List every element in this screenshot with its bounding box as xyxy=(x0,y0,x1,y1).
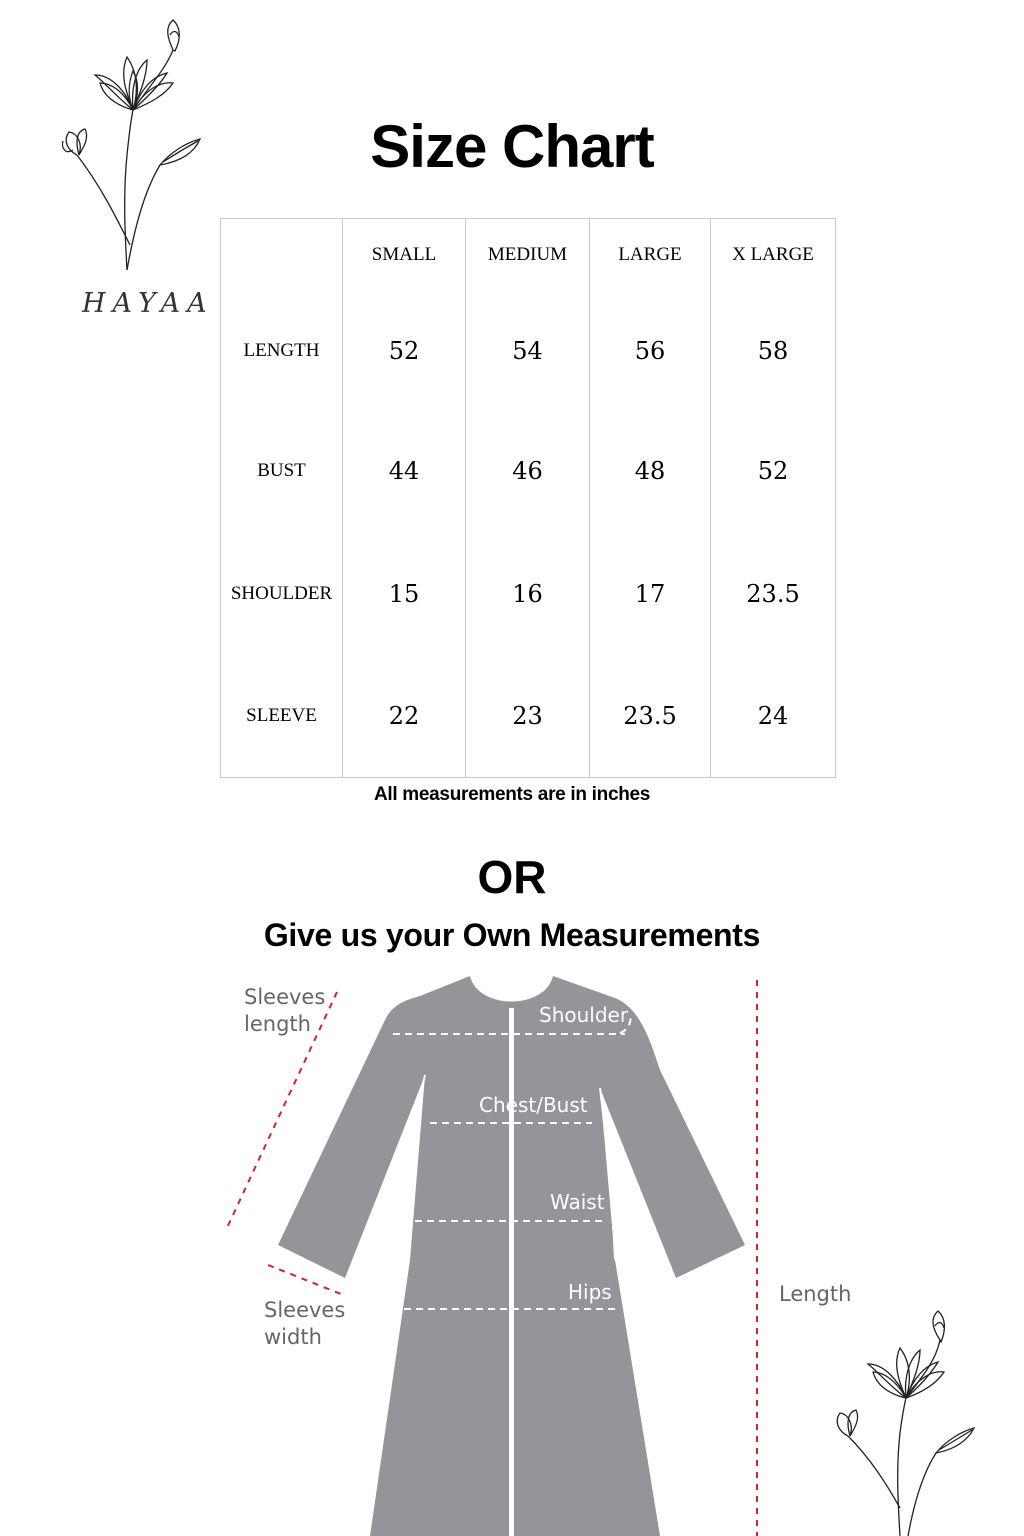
table-cell: 56 xyxy=(590,291,711,411)
shoulder-label: Shoulder xyxy=(539,1003,629,1027)
table-cell: 46 xyxy=(466,411,590,531)
front-opening-line xyxy=(509,1008,514,1536)
sleeves-width-label-line2: width xyxy=(264,1325,322,1349)
table-row xyxy=(221,411,836,531)
table-cell: 17 xyxy=(590,531,711,656)
row-label: SHOULDER xyxy=(221,531,343,656)
chest-bust-label: Chest/Bust xyxy=(479,1093,588,1117)
table-cell: 23 xyxy=(466,656,590,777)
sleeves-width-label-line1: Sleeves xyxy=(264,1298,346,1322)
sleeves-width-label xyxy=(264,1297,345,1351)
table-row xyxy=(221,656,836,777)
or-divider-text: OR xyxy=(477,851,547,903)
table-cell: 52 xyxy=(711,411,836,531)
table-cell: 58 xyxy=(711,291,836,411)
table-cell: 54 xyxy=(466,291,590,411)
page-title: Size Chart xyxy=(370,113,654,180)
column-header: X LARGE xyxy=(711,219,836,292)
brand-logo: HAYAA xyxy=(82,288,214,319)
table-row xyxy=(221,291,836,411)
sleeves-length-label-line1: Sleeves xyxy=(244,985,326,1009)
measurement-units-note: All measurements are in inches xyxy=(373,784,651,805)
size-chart-table xyxy=(220,218,836,778)
row-label: SLEEVE xyxy=(221,656,343,777)
table-cell: 44 xyxy=(343,411,466,531)
table-cell: 48 xyxy=(590,411,711,531)
column-header: MEDIUM xyxy=(466,219,590,292)
table-cell: 23.5 xyxy=(590,656,711,777)
header-empty-cell xyxy=(221,219,343,292)
table-cell: 24 xyxy=(711,656,836,777)
length-label: Length xyxy=(779,1282,852,1306)
table-cell: 52 xyxy=(343,291,466,411)
row-label: BUST xyxy=(221,411,343,531)
table-header-row xyxy=(221,219,836,292)
table-row xyxy=(221,531,836,656)
column-header: SMALL xyxy=(343,219,466,292)
table-cell: 22 xyxy=(343,656,466,777)
table-cell: 23.5 xyxy=(711,531,836,656)
row-label: LENGTH xyxy=(221,291,343,411)
hips-label: Hips xyxy=(568,1280,612,1304)
own-measurements-heading: Give us your Own Measurements xyxy=(263,917,761,953)
sleeves-length-label-line2: length xyxy=(244,1012,311,1036)
sleeves-length-label xyxy=(244,984,325,1038)
lotus-flower-illustration xyxy=(828,1308,978,1536)
table-cell: 15 xyxy=(343,531,466,656)
waist-label: Waist xyxy=(550,1190,605,1214)
column-header: LARGE xyxy=(590,219,711,292)
table-cell: 16 xyxy=(466,531,590,656)
